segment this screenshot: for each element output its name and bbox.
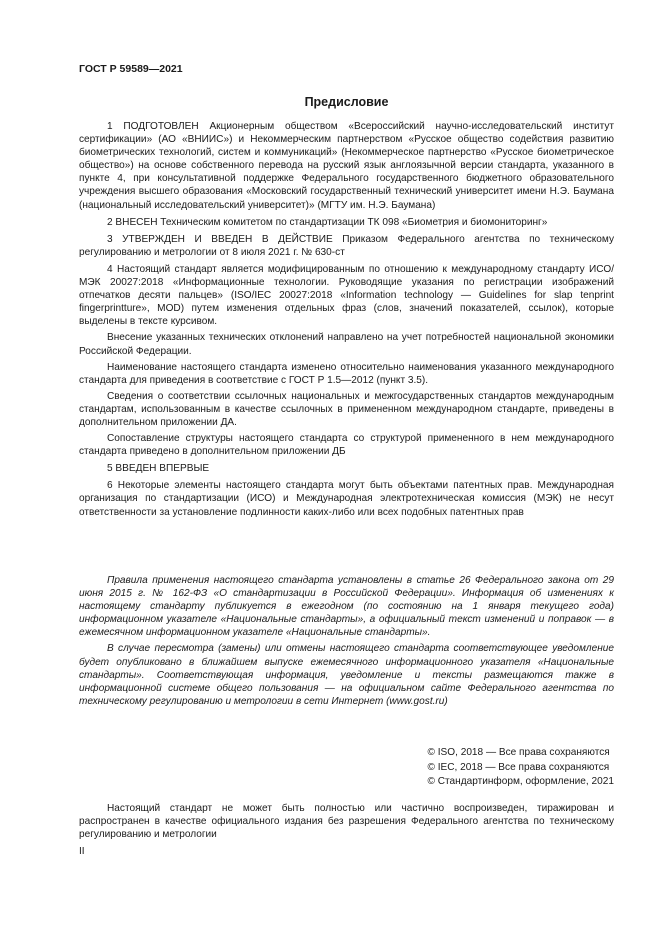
paragraph-name-change: Наименование настоящего стандарта изменено относительно наименования указанного международного стандарта для приведения в соответствие с ГОСТ Р 1.5—2012 (пункт 3.5).	[79, 361, 614, 386]
reproduction-notice	[79, 802, 614, 841]
copyright-iec: © IEC, 2018 — Все права сохраняются	[427, 761, 610, 773]
application-rules-notice	[79, 574, 614, 711]
paragraph-submitted: 2 ВНЕСЕН Техническим комитетом по стандартизации ТК 098 «Биометрия и биомониторинг»	[107, 216, 548, 228]
copyright-standartinform: © Стандартинформ, оформление, 2021	[427, 776, 614, 787]
foreword-body	[79, 120, 614, 522]
notice-rules: Правила применения настоящего стандарта установлены в статье 26 Федерального закона от 29 июня 2015 г. № 162-ФЗ «О стандартизации в Российской Федерации». Информация об изменениях к настоящему стандарту публикуется в ежегодном (по состоянию на 1 января текущего года) информационном указателе «Национальные стандарты», а официальный текст изменений и поправок — в ежемесячном информационном указателе «Национальные стандарты».	[79, 575, 614, 639]
paragraph-modified: 4 Настоящий стандарт является модифицированным по отношению к международному стандарту ИСО/МЭК 20027:2018 «Информационные технологии. Руководящие указания по регистрации изображений отпечатков десяти пальцев» (ISO/IEC 20027:2018 «Information technology — Guidelines for slap tenprint fingerprintture», MOD) путем изменения отдельных фраз (слов, значений показателей, ссылок), которые выделены в тексте курсивом.	[79, 263, 614, 328]
copyright-iso: © ISO, 2018 — Все права сохраняются	[427, 747, 610, 758]
paragraph-first-introduced: 5 ВВЕДЕН ВПЕРВЫЕ	[107, 463, 210, 475]
notice-revision: В случае пересмотра (замены) или отмены настоящего стандарта соответствующее уведомление будет опубликовано в ближайшем выпуске ежемесячного информационного указателя «Национальные стандарты». Соответствующая информация, уведомление и тексты размещаются также в информационной системе общего пользования — на официальном сайте Федерального агентства по техническому регулированию и метрологии в сети Интернет (www.gost.ru)	[79, 643, 614, 707]
page-title: Предисловие	[304, 95, 389, 109]
paragraph-approved: 3 УТВЕРЖДЕН И ВВЕДЕН В ДЕЙСТВИЕ Приказом Федерального агентства по техническому регулированию и метрологии от 8 июля 2021 г. № 630-ст	[79, 233, 614, 258]
paragraph-references: Сведения о соответствии ссылочных национальных и межгосударственных стандартов международным стандартам, использованным в качестве ссылочных в примененном международном стандарте, приведены в дополнительном приложении ДА.	[79, 390, 614, 428]
paragraph-deviations: Внесение указанных технических отклонений направлено на учет потребностей национальной экономики Российской Федерации.	[79, 332, 614, 357]
paragraph-structure: Сопоставление структуры настоящего стандарта со структурой примененного в нем международного стандарта приведено в дополнительном приложении ДБ	[79, 433, 614, 458]
page-number: II	[79, 846, 85, 857]
paragraph-patents: 6 Некоторые элементы настоящего стандарта могут быть объектами патентных прав. Международная организация по стандартизации (ИСО) и Международная электротехническая комиссия (МЭК) не несут ответственности за установление подлинности каких-либо или всех подобных патентных прав	[79, 480, 614, 518]
reproduction-text: Настоящий стандарт не может быть полностью или частично воспроизведен, тиражирован и распространен в качестве официального издания без разрешения Федерального агентства по техническому регулированию и метрологии	[79, 803, 614, 841]
copyright-block	[427, 746, 614, 790]
standard-code-header: ГОСТ Р 59589—2021	[79, 63, 183, 75]
paragraph-prepared: 1 ПОДГОТОВЛЕН Акционерным обществом «Всероссийский научно-исследовательский институт сертификации» (АО «ВНИИС») и Некоммерческим партнерством «Русское общество содействия развитию биометрических технологий, систем и коммуникаций» (Некоммерческое партнерство «Русское биометрическое общество») на основе собственного перевода на русский язык англоязычной версии стандарта, указанного в пункте 4, при консультативной поддержке Федерального государственного бюджетного образовательного учреждения высшего образования «Московский государственный технический университет имени Н.Э. Баумана (национальный исследовательский университет)» (МГТУ им. Н.Э. Баумана)	[79, 121, 614, 211]
